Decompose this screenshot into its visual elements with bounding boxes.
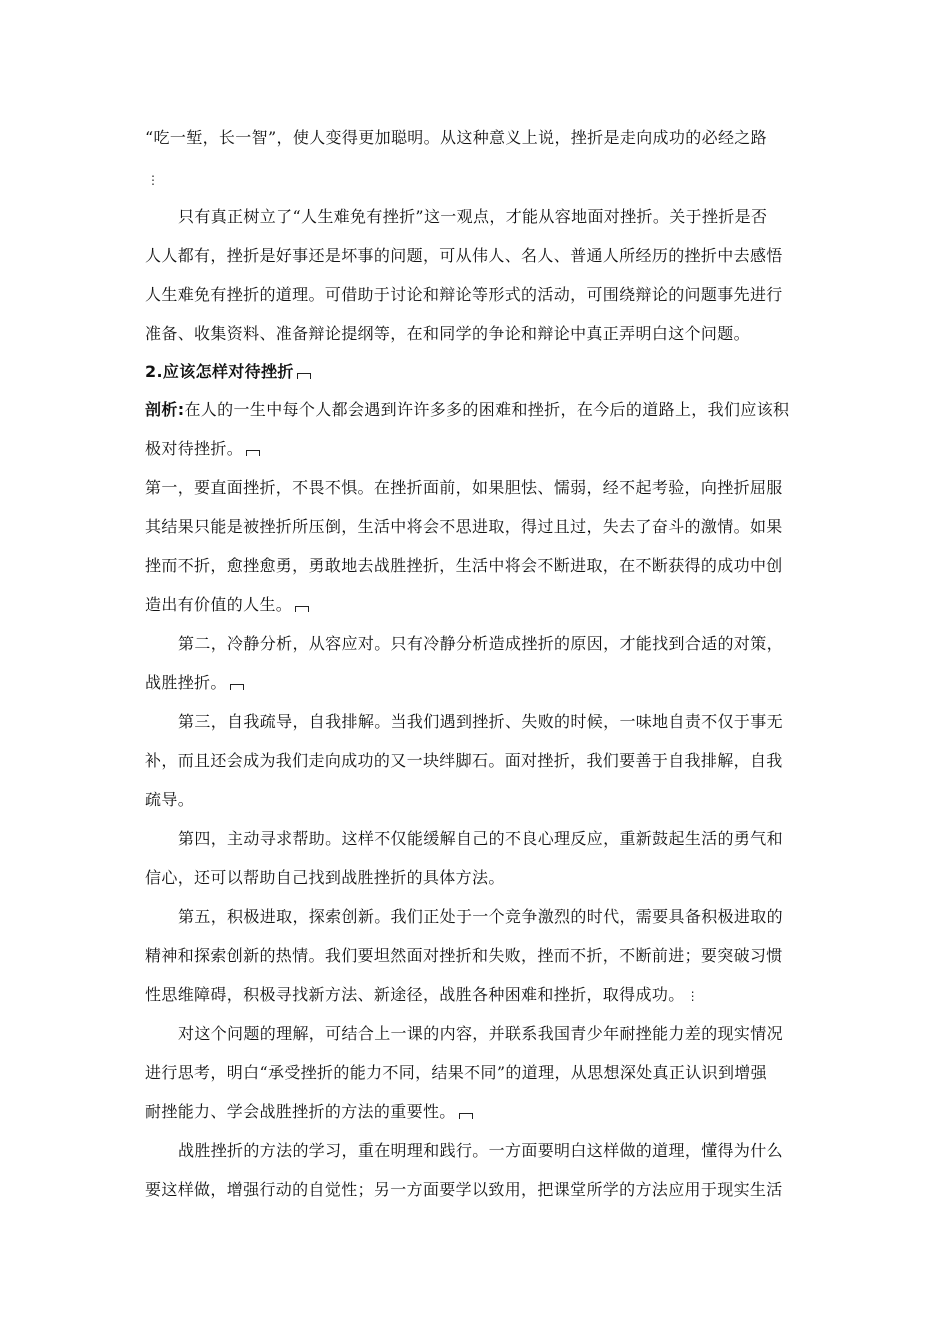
paragraph-mark-icon [295,606,309,612]
paragraph-mark-icon [297,373,311,379]
line-text: “吃一堑，长一智”，使人变得更加聪明。从这种意义上说，挫折是走向成功的必经之路 [145,128,768,147]
paragraph-line [178,907,783,927]
paragraph-line [145,324,750,344]
line-text: 挫而不折，愈挫愈勇，勇敢地去战胜挫折，生活中将会不断进取，在不断获得的成功中创 [145,556,783,575]
line-text: 第四，主动寻求帮助。这样不仅能缓解自己的不良心理反应，重新鼓起生活的勇气和 [178,829,783,848]
paragraph-line [145,946,783,966]
line-text: 第一，要直面挫折，不畏不惧。在挫折面前，如果胆怯、懦弱，经不起考验，向挫折屈服 [145,478,783,497]
line-text: 只有真正树立了“人生难免有挫折”这一观点，才能从容地面对挫折。关于挫折是否 [178,207,768,226]
line-text: 战胜挫折的方法的学习，重在明理和践行。一方面要明白这样做的道理，懂得为什么 [178,1141,783,1160]
ellipsis-icon: ⋮ [147,173,160,187]
line-text: 补，而且还会成为我们走向成功的又一块绊脚石。面对挫折，我们要善于自我排解，自我 [145,751,783,770]
line-text: 其结果只能是被挫折所压倒，生活中将会不思进取，得过且过，失去了奋斗的激情。如果 [145,517,783,536]
paragraph-line [178,712,783,732]
paragraph-line [145,517,783,537]
line-text: 极对待挫折。 [145,439,244,458]
paragraph-line [145,246,783,266]
paragraph-line [145,595,309,615]
paragraph-mark-icon [230,684,244,690]
paragraph-line [145,1102,473,1122]
paragraph-line [178,634,783,654]
line-text: 准备、收集资料、准备辩论提纲等，在和同学的争论和辩论中真正弄明白这个问题。 [145,324,750,343]
heading-text: 2.应该怎样对待挫折 [145,362,294,381]
line-text: 人生难免有挫折的道理。可借助于讨论和辩论等形式的活动，可围绕辩论的问题事先进行 [145,285,783,304]
paragraph-line [178,207,767,227]
paragraph-line [145,400,789,420]
paragraph-line [145,985,699,1006]
section-heading [145,362,311,382]
line-text: 疏导。 [145,790,195,809]
line-text: 第三，自我疏导，自我排解。当我们遇到挫折、失败的时候，一味地自责不仅于事无 [178,712,783,731]
line-text: 第五，积极进取，探索创新。我们正处于一个竞争激烈的时代，需要具备积极进取的 [178,907,783,926]
line-text: 信心，还可以帮助自己找到战胜挫折的具体方法。 [145,868,505,887]
paragraph-line [145,556,783,576]
paragraph-line [178,1024,783,1044]
paragraph-line [145,478,783,498]
paragraph-mark-icon [459,1113,473,1119]
analysis-label: 剖析: [145,400,185,419]
paragraph-line [145,673,244,693]
line-text: 造出有价值的人生。 [145,595,293,614]
paragraph-mark-icon [246,450,260,456]
line-text: 在人的一生中每个人都会遇到许许多多的困难和挫折，在今后的道路上，我们应该积 [184,400,790,419]
paragraph-line [145,790,194,810]
line-text: 要这样做，增强行动的自觉性；另一方面要学以致用，把课堂所学的方法应用于现实生活 [145,1180,783,1199]
line-text: 性思维障碍，积极寻找新方法、新途径，战胜各种困难和挫折，取得成功。 [145,985,685,1004]
paragraph-line [145,128,767,148]
line-text: 人人都有，挫折是好事还是坏事的问题，可从伟人、名人、普通人所经历的挫折中去感悟 [145,246,783,265]
paragraph-line [145,1180,783,1200]
line-text: 战胜挫折。 [145,673,227,692]
line-text: 对这个问题的理解，可结合上一课的内容，并联系我国青少年耐挫能力差的现实情况 [178,1024,783,1043]
line-text: 第二，冷静分析，从容应对。只有冷静分析造成挫折的原因，才能找到合适的对策， [178,634,783,653]
paragraph-line [145,751,783,771]
paragraph-line [145,285,783,305]
vertical-ellipsis-mark [145,169,159,190]
paragraph-line [145,868,505,888]
paragraph-line [178,1141,783,1161]
line-text: 进行思考，明白“承受挫折的能力不同，结果不同”的道理，从思想深处真正认识到增强 [145,1063,768,1082]
ellipsis-icon: ⋮ [686,989,699,1003]
paragraph-line [145,439,260,459]
line-text: 耐挫能力、学会战胜挫折的方法的重要性。 [145,1102,456,1121]
paragraph-line [178,829,783,849]
line-text: 精神和探索创新的热情。我们要坦然面对挫折和失败，挫而不折，不断前进；要突破习惯 [145,946,783,965]
paragraph-line [145,1063,767,1083]
